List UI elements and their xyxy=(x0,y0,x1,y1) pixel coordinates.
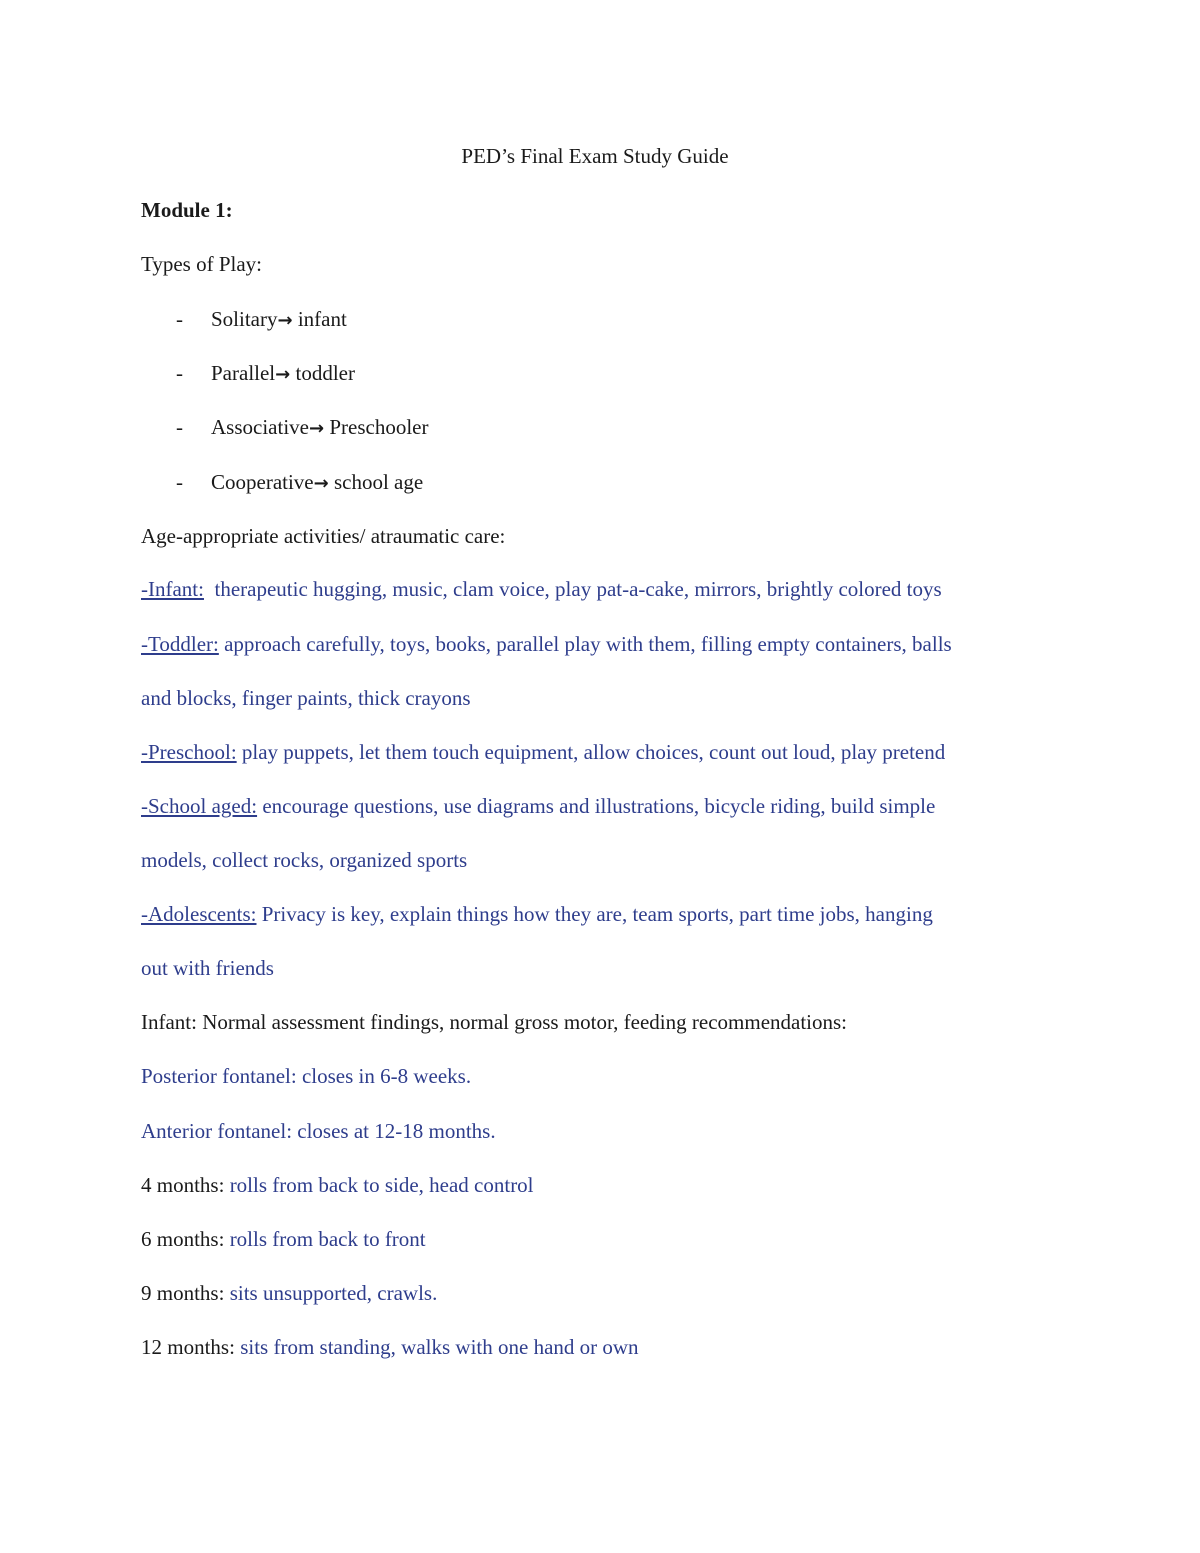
infant-section-heading: Infant: Normal assessment findings, normal gross motor, feeding recommendations: xyxy=(141,1010,848,1034)
play-stage: toddler xyxy=(290,361,355,385)
activity-infant xyxy=(141,574,942,604)
arrow-right-icon: → xyxy=(313,473,329,494)
activity-adolescents-cont: out with friends xyxy=(141,956,274,980)
activity-label: -School aged: xyxy=(141,794,258,818)
play-stage: Preschooler xyxy=(324,415,429,439)
milestone-12-months xyxy=(141,1332,639,1362)
bullet-dash: - xyxy=(176,470,183,494)
module-heading: Module 1: xyxy=(141,198,233,222)
milestone-9-months xyxy=(141,1278,437,1308)
arrow-right-icon: → xyxy=(277,310,293,331)
milestone-text: rolls from back to front xyxy=(224,1227,426,1251)
play-type: Associative xyxy=(211,415,309,439)
milestone-text: rolls from back to side, head control xyxy=(224,1173,534,1197)
activity-adolescents xyxy=(141,899,933,929)
activity-text: approach carefully, toys, books, parallel play with them, filling empty containers, balls xyxy=(218,632,952,656)
arrow-right-icon: → xyxy=(275,364,291,385)
arrow-right-icon: → xyxy=(308,418,325,439)
activity-label: -Toddler: xyxy=(141,632,219,656)
milestone-age: 4 months: xyxy=(141,1173,225,1197)
document-title: PED’s Final Exam Study Guide xyxy=(461,144,729,168)
bullet-dash: - xyxy=(176,307,183,331)
activity-text: play puppets, let them touch equipment, allow choices, count out loud, play pretend xyxy=(236,740,946,764)
milestone-age: 12 months: xyxy=(141,1335,235,1359)
activity-school-aged-cont: models, collect rocks, organized sports xyxy=(141,848,468,872)
milestone-text: sits unsupported, crawls. xyxy=(224,1281,438,1305)
activity-preschool xyxy=(141,737,945,767)
milestone-age: 6 months: xyxy=(141,1227,225,1251)
activity-label: -Preschool: xyxy=(141,740,237,764)
anterior-fontanel: Anterior fontanel: closes at 12-18 months. xyxy=(141,1119,496,1143)
activity-toddler-cont: and blocks, finger paints, thick crayons xyxy=(141,686,471,710)
activity-label: -Adolescents: xyxy=(141,902,257,926)
activity-text: encourage questions, use diagrams and illustrations, bicycle riding, build simple xyxy=(257,794,936,818)
activities-heading: Age-appropriate activities/ atraumatic care: xyxy=(141,524,506,548)
play-type: Cooperative xyxy=(211,470,314,494)
play-type: Parallel xyxy=(211,361,276,385)
activity-label: -Infant: xyxy=(141,577,204,601)
milestone-age: 9 months: xyxy=(141,1281,225,1305)
activity-text: therapeutic hugging, music, clam voice, play pat-a-cake, mirrors, brightly colored toys xyxy=(203,577,942,601)
play-type: Solitary xyxy=(211,307,278,331)
milestone-6-months xyxy=(141,1224,426,1254)
activity-toddler xyxy=(141,629,952,659)
milestone-text: sits from standing, walks with one hand or own xyxy=(234,1335,639,1359)
types-of-play-heading: Types of Play: xyxy=(141,252,263,276)
activity-text: Privacy is key, explain things how they are, team sports, part time jobs, hanging xyxy=(256,902,933,926)
activity-school-aged xyxy=(141,791,935,821)
play-stage: school age xyxy=(328,470,424,494)
bullet-dash: - xyxy=(176,415,183,439)
play-stage: infant xyxy=(292,307,347,331)
posterior-fontanel: Posterior fontanel: closes in 6-8 weeks. xyxy=(141,1064,472,1088)
bullet-dash: - xyxy=(176,361,183,385)
milestone-4-months xyxy=(141,1170,534,1200)
